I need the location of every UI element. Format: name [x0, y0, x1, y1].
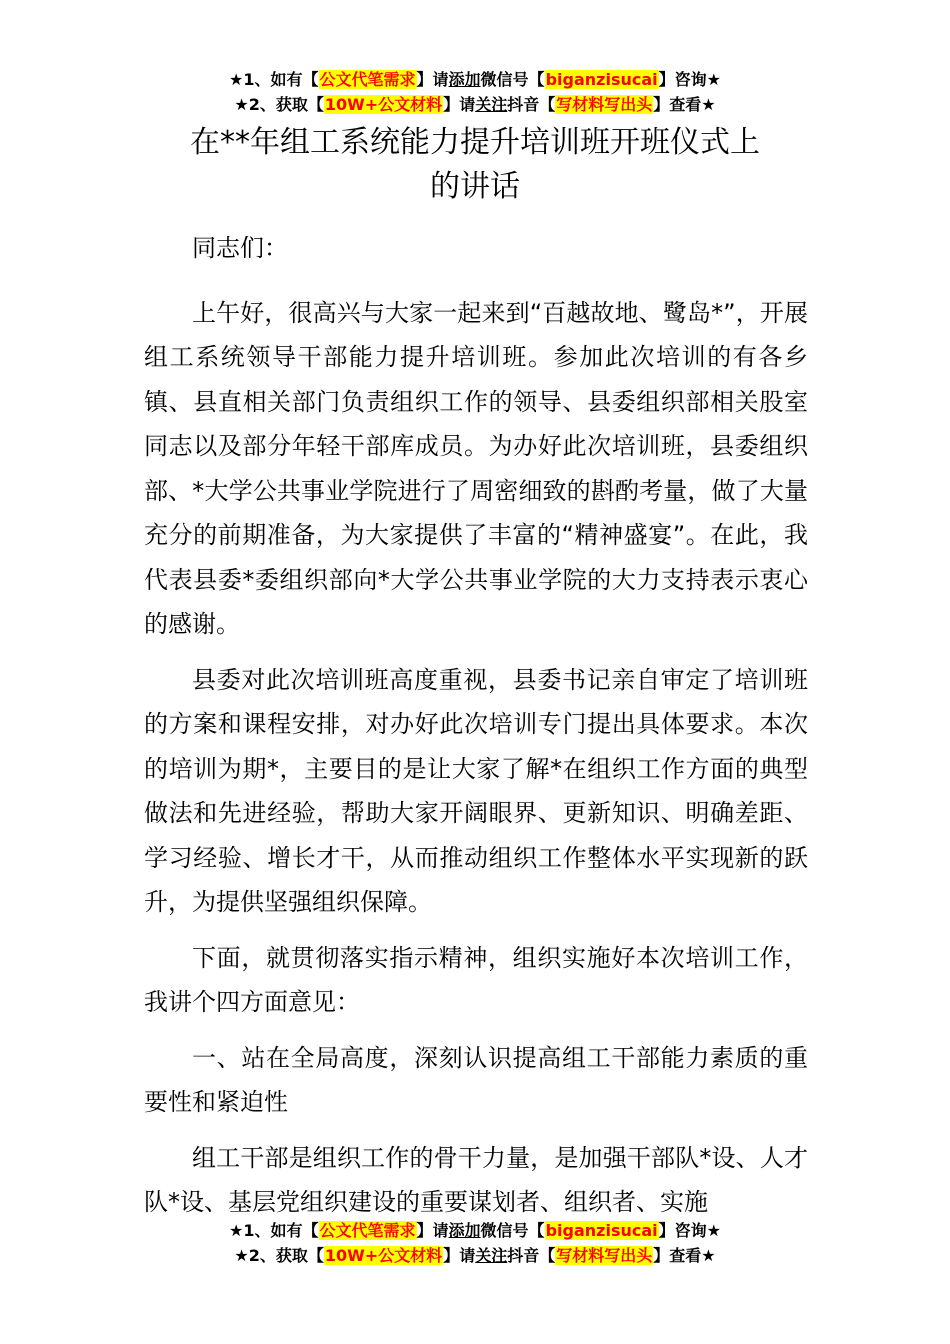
promo-line-2 — [0, 92, 950, 117]
promo-emphasis: 添加 — [448, 1221, 481, 1240]
document-title — [140, 121, 810, 209]
promo-text: 】咨询★ — [658, 1221, 721, 1240]
document-body — [144, 226, 808, 1236]
promo-line-2 — [0, 1243, 950, 1268]
promo-text: 】查看★ — [653, 1246, 716, 1265]
promo-emphasis: 关注 — [475, 95, 508, 114]
promo-emphasis: 关注 — [475, 1246, 508, 1265]
promo-highlight: 写材料写出头 — [556, 1246, 653, 1265]
promo-text: ★2、获取【 — [234, 1246, 324, 1265]
promo-text: 】咨询★ — [658, 70, 721, 89]
promo-emphasis: 添加 — [448, 70, 481, 89]
promo-line-1 — [0, 67, 950, 92]
promo-text: 】查看★ — [653, 95, 716, 114]
promo-text: 】请 — [416, 1221, 449, 1240]
promo-text: 抖音【 — [507, 95, 556, 114]
title-line-2: 的讲话 — [430, 169, 520, 204]
greeting: 同志们： — [192, 234, 288, 262]
promo-text: 】请 — [416, 70, 449, 89]
promo-highlight: biganzisucai — [545, 1221, 658, 1240]
promo-text: 抖音【 — [507, 1246, 556, 1265]
promo-text: ★1、如有【 — [229, 1221, 319, 1240]
promo-text: 】请 — [443, 1246, 476, 1265]
promo-text: ★2、获取【 — [234, 95, 324, 114]
promo-text: 微信号【 — [480, 70, 545, 89]
promo-text: ★1、如有【 — [229, 70, 319, 89]
promo-line-1 — [0, 1218, 950, 1243]
promo-highlight: biganzisucai — [545, 70, 658, 89]
promo-banner-top — [0, 67, 950, 117]
paragraph: 组工干部是组织工作的骨干力量，是加强干部队*设、人才队*设、基层党组织建设的重要谋划者、组织者、实施 — [144, 1143, 808, 1216]
promo-highlight: 写材料写出头 — [556, 95, 653, 114]
promo-highlight: 10W+公文材料 — [324, 95, 443, 114]
promo-text: 微信号【 — [480, 1221, 545, 1240]
title-line-1: 在**年组工系统能力提升培训班开班仪式上 — [190, 125, 760, 160]
promo-highlight: 公文代笔需求 — [319, 70, 416, 89]
paragraph: 县委对此次培训班高度重视，县委书记亲自审定了培训班的方案和课程安排，对办好此次培训专门提出具体要求。本次的培训为期*，主要目的是让大家了解*在组织工作方面的典型做法和先进经验，帮助大家开阔眼界、更新知识、明确差距、学习经验、增长才干，从而推动组织工作整体水平实现新的跃升，为提供坚强组织保障。 — [144, 665, 808, 916]
promo-banner-bottom — [0, 1218, 950, 1268]
promo-highlight: 公文代笔需求 — [319, 1221, 416, 1240]
promo-highlight: 10W+公文材料 — [324, 1246, 443, 1265]
section-heading: 一、站在全局高度，深刻认识提高组工干部能力素质的重要性和紧迫性 — [144, 1043, 808, 1116]
promo-text: 】请 — [443, 95, 476, 114]
paragraph: 下面，就贯彻落实指示精神，组织实施好本次培训工作，我讲个四方面意见： — [144, 943, 808, 1016]
paragraph: 上午好，很高兴与大家一起来到“百越故地、鹭岛*”，开展组工系统领导干部能力提升培训班。参加此次培训的有各乡镇、县直相关部门负责组织工作的领导、县委组织部相关股室同志以及部分年轻干部库成员。为办好此次培训班，县委组织部、*大学公共事业学院进行了周密细致的斟酌考量，做了大量充分的前期准备，为大家提供了丰富的“精神盛宴”。在此，我代表县委*委组织部向*大学公共事业学院的大力支持表示衷心的感谢。 — [144, 298, 808, 638]
